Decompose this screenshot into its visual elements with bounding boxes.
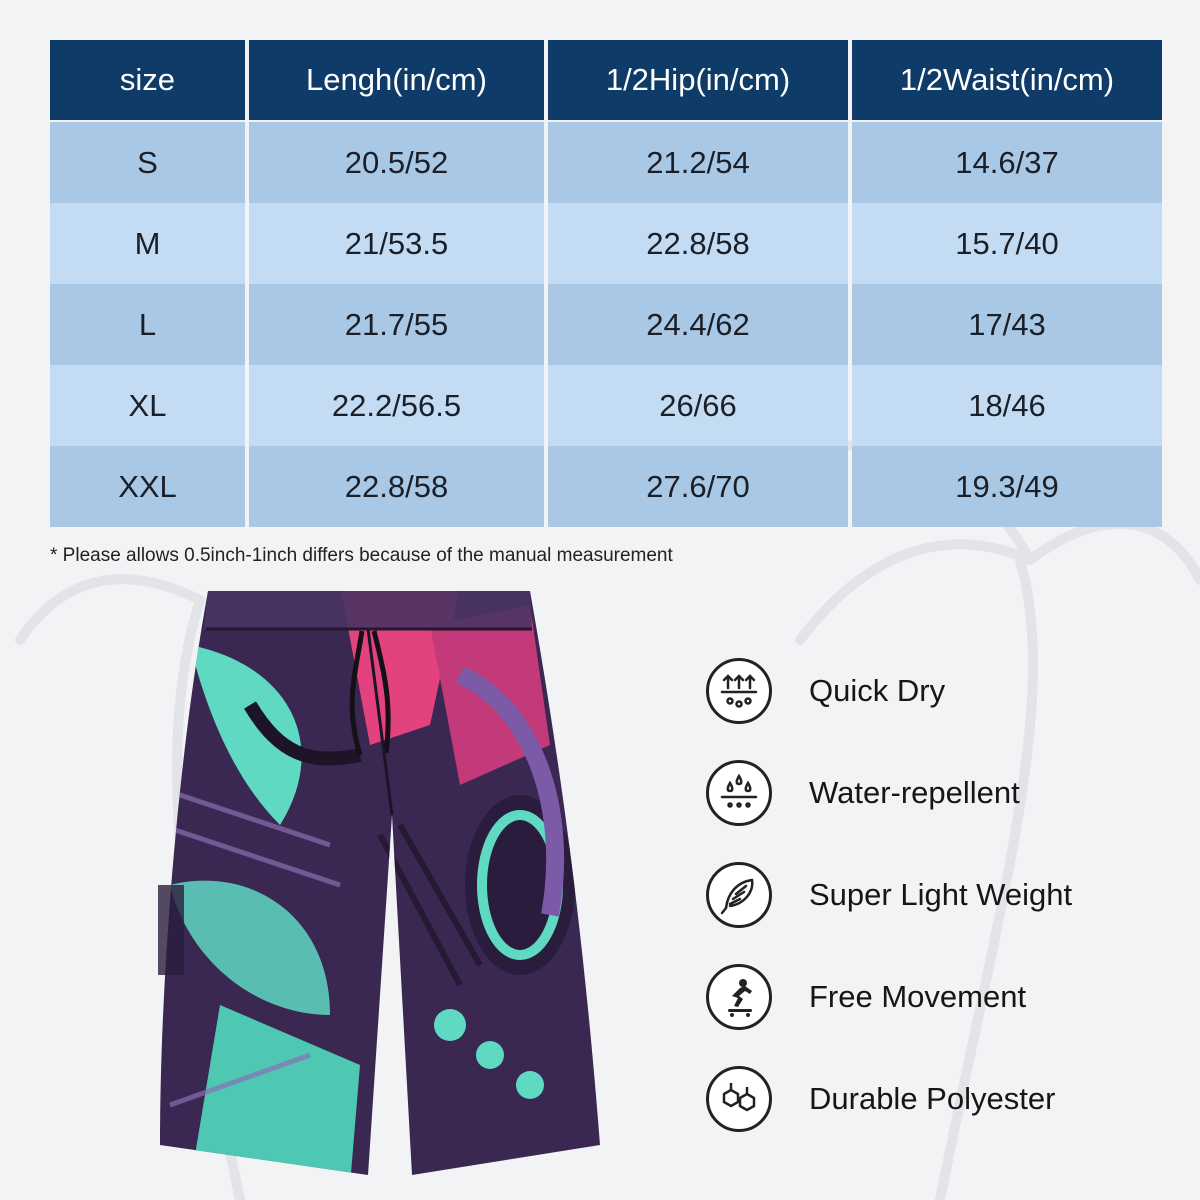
hip-cell: 27.6/70 xyxy=(548,446,848,527)
size-cell: L xyxy=(50,284,245,365)
water-repellent-icon xyxy=(706,760,772,826)
feature-list xyxy=(706,640,1176,1150)
hip-cell: 21.2/54 xyxy=(548,122,848,203)
size-cell: M xyxy=(50,203,245,284)
waist-cell: 17/43 xyxy=(852,284,1162,365)
size-chart-table xyxy=(50,40,1150,527)
length-cell: 21/53.5 xyxy=(249,203,544,284)
feature-free-movement xyxy=(706,946,1176,1048)
feature-water-repellent xyxy=(706,742,1176,844)
hip-cell: 24.4/62 xyxy=(548,284,848,365)
feature-label: Super Light Weight xyxy=(809,877,1073,912)
length-cell: 21.7/55 xyxy=(249,284,544,365)
molecule-icon xyxy=(706,1066,772,1132)
board-shorts-image xyxy=(130,585,650,1185)
skateboarder-icon xyxy=(706,964,772,1030)
size-cell: XL xyxy=(50,365,245,446)
waist-cell: 18/46 xyxy=(852,365,1162,446)
size-cell: S xyxy=(50,122,245,203)
feature-label: Quick Dry xyxy=(809,673,946,708)
column-header-hip: 1/2Hip(in/cm) xyxy=(548,40,848,122)
hip-cell: 26/66 xyxy=(548,365,848,446)
length-cell: 22.8/58 xyxy=(249,446,544,527)
feature-quick-dry xyxy=(706,640,1176,742)
size-cell: XXL xyxy=(50,446,245,527)
hip-cell: 22.8/58 xyxy=(548,203,848,284)
feature-label: Water-repellent xyxy=(809,775,1020,810)
length-cell: 20.5/52 xyxy=(249,122,544,203)
length-cell: 22.2/56.5 xyxy=(249,365,544,446)
feature-super-light-weight xyxy=(706,844,1176,946)
measurement-note: * Please allows 0.5inch-1inch differs because of the manual measurement xyxy=(50,545,673,566)
waist-cell: 14.6/37 xyxy=(852,122,1162,203)
quick-dry-icon xyxy=(706,658,772,724)
column-header-length: Lengh(in/cm) xyxy=(249,40,544,122)
column-header-size: size xyxy=(50,40,245,122)
feature-durable-polyester xyxy=(706,1048,1176,1150)
feather-icon xyxy=(706,862,772,928)
waist-cell: 15.7/40 xyxy=(852,203,1162,284)
feature-label: Durable Polyester xyxy=(809,1081,1056,1116)
feature-label: Free Movement xyxy=(809,979,1027,1014)
waist-cell: 19.3/49 xyxy=(852,446,1162,527)
column-header-waist: 1/2Waist(in/cm) xyxy=(852,40,1162,122)
